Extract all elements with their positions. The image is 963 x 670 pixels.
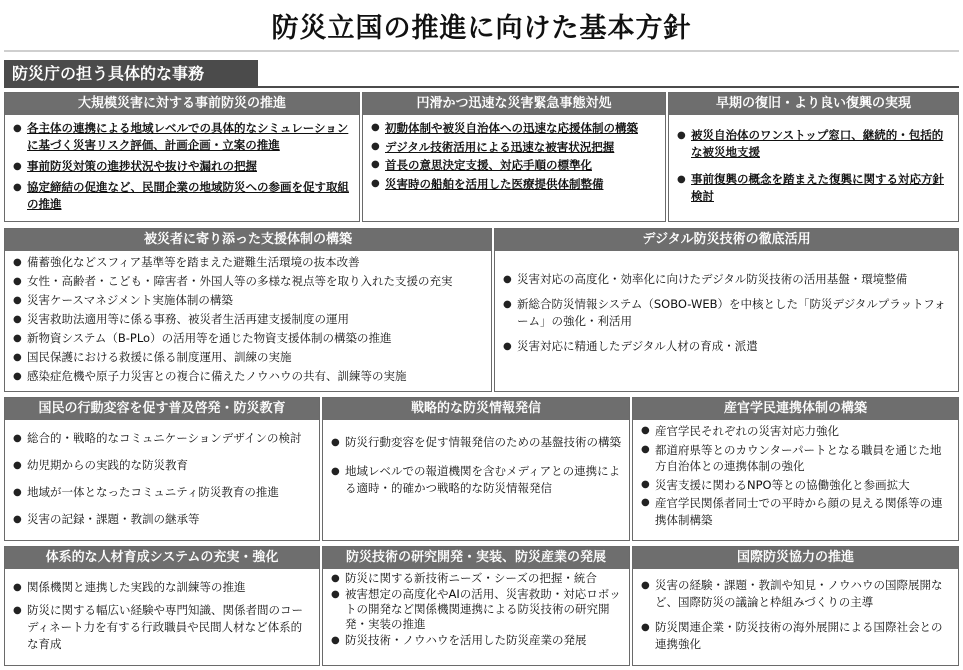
box-body — [5, 420, 319, 528]
item-list — [677, 127, 952, 205]
box-body — [5, 569, 319, 653]
item-list — [13, 430, 313, 528]
title-divider — [4, 50, 959, 52]
list-item: ● 災害の記録・課題・教訓の継承等 — [13, 511, 313, 528]
section-divider — [258, 86, 959, 88]
list-item: ● 地域が一体となったコミュニティ防災教育の推進 — [13, 484, 313, 501]
item-list — [503, 271, 952, 355]
box-survivor-support — [4, 228, 492, 392]
box-heading: 円滑かつ迅速な災害緊急事態対処 — [363, 93, 665, 115]
box-heading: 国民の行動変容を促す普及啓発・防災教育 — [5, 398, 319, 420]
box-heading: 戦略的な防災情報発信 — [323, 398, 629, 420]
box-heading: 大規模災害に対する事前防災の推進 — [5, 93, 359, 115]
item-list — [13, 120, 353, 213]
box-human-resources — [4, 546, 320, 666]
box-body — [669, 115, 958, 205]
list-item: ● 初動体制や被災自治体への迅速な応援体制の構築 — [371, 120, 659, 137]
box-body — [323, 569, 629, 648]
list-item: ● 感染症危機や原子力災害との複合に備えたノウハウの共有、訓練等の実施 — [13, 368, 485, 385]
list-item: ● 防災技術・ノウハウを活用した防災産業の発展 — [331, 633, 623, 648]
box-partnership — [632, 397, 959, 541]
box-heading: 体系的な人材育成システムの充実・強化 — [5, 547, 319, 569]
item-list — [331, 571, 623, 648]
box-body — [5, 115, 359, 213]
list-item: ● 災害対応に精通したデジタル人材の育成・派遣 — [503, 338, 952, 355]
list-item: ● 災害の経験・課題・教訓や知見・ノウハウの国際展開など、国際防災の議論と枠組みづくりの主導 — [641, 577, 952, 611]
box-research-development — [322, 546, 630, 666]
box-body — [5, 251, 491, 385]
item-list — [641, 577, 952, 653]
box-body — [633, 569, 958, 653]
item-list — [641, 423, 952, 528]
box-heading: 産官学民連携体制の構築 — [633, 398, 958, 420]
list-item: ● 備蓄強化などスフィア基準等を踏まえた避難生活環境の抜本改善 — [13, 254, 485, 271]
box-body — [495, 251, 958, 355]
list-item: ● 関係機関と連携した実践的な訓練等の推進 — [13, 579, 313, 596]
item-list — [371, 120, 659, 192]
box-body — [323, 420, 629, 497]
box-public-education — [4, 397, 320, 541]
box-heading: 防災技術の研究開発・実装、防災産業の発展 — [323, 547, 629, 569]
box-digital-tech — [494, 228, 959, 392]
box-heading: 被災者に寄り添った支援体制の構築 — [5, 229, 491, 251]
box-body — [363, 115, 665, 192]
box-heading: 早期の復旧・より良い復興の実現 — [669, 93, 958, 115]
list-item: ● 首長の意思決定支援、対応手順の標準化 — [371, 157, 659, 174]
list-item: ● 災害救助法適用等に係る事務、被災者生活再建支援制度の運用 — [13, 311, 485, 328]
list-item: ● 災害ケースマネジメント実施体制の構築 — [13, 292, 485, 309]
box-emergency-response — [362, 92, 666, 222]
item-list — [331, 434, 623, 497]
section-heading: 防災庁の担う具体的な事務 — [4, 60, 258, 88]
list-item: ● 防災に関する幅広い経験や専門知識、関係者間のコーディネート力を有する行政職員や民間人材など体系的な育成 — [13, 602, 313, 653]
box-pre-disaster — [4, 92, 360, 222]
list-item: ● 災害対応の高度化・効率化に向けたデジタル防災技術の活用基盤・環境整備 — [503, 271, 952, 288]
list-item: ● 防災に関する新技術ニーズ・シーズの把握・統合 — [331, 571, 623, 586]
list-item: ● 事前防災対策の進捗状況や抜けや漏れの把握 — [13, 158, 353, 175]
list-item: ● 協定締結の促進など、民間企業の地域防災への参画を促す取組の推進 — [13, 179, 353, 213]
list-item: ● 国民保護における救援に係る制度運用、訓練の実施 — [13, 349, 485, 366]
box-international — [632, 546, 959, 666]
list-item: ● 幼児期からの実践的な防災教育 — [13, 457, 313, 474]
list-item: ● 産官学民関係者同士での平時から顔の見える関係等の連携体制構築 — [641, 495, 952, 528]
list-item: ● 被害想定の高度化やAIの活用、災害救助・対応ロボットの開発など関係機関連携による防災技術の研究開発・実装の推進 — [331, 587, 623, 632]
list-item: ● 地域レベルでの報道機関を含むメディアとの連携による適時・的確かつ戦略的な防災情報発信 — [331, 463, 623, 497]
list-item: ● 産官学民それぞれの災害対応力強化 — [641, 423, 952, 440]
list-item: ● 総合的・戦略的なコミュニケーションデザインの検討 — [13, 430, 313, 447]
box-heading: デジタル防災技術の徹底活用 — [495, 229, 958, 251]
item-list — [13, 579, 313, 653]
list-item: ● 新物資システム（B-PLo）の活用等を通じた物資支援体制の構築の推進 — [13, 330, 485, 347]
item-list — [13, 254, 485, 385]
box-recovery — [668, 92, 959, 222]
list-item: ● 都道府県等とのカウンターパートとなる職員を通じた地方自治体との連携体制の強化 — [641, 442, 952, 475]
list-item: ● 防災行動変容を促す情報発信のための基盤技術の構築 — [331, 434, 623, 451]
box-info-dissemination — [322, 397, 630, 541]
list-item: ● 新総合防災情報システム（SOBO-WEB）を中核とした「防災デジタルプラットフォーム」の強化・利活用 — [503, 296, 952, 330]
box-body — [633, 420, 958, 528]
list-item: ● 女性・高齢者・こども・障害者・外国人等の多様な視点等を取り入れた支援の充実 — [13, 273, 485, 290]
list-item: ● 災害時の船舶を活用した医療提供体制整備 — [371, 176, 659, 193]
box-heading: 国際防災協力の推進 — [633, 547, 958, 569]
list-item: ● 被災自治体のワンストップ窓口、継続的・包括的な被災地支援 — [677, 127, 952, 161]
list-item: ● 災害支援に関わるNPO等との協働強化と参画拡大 — [641, 477, 952, 494]
list-item: ● 事前復興の概念を踏まえた復興に関する対応方針検討 — [677, 171, 952, 205]
list-item: ● 防災関連企業・防災技術の海外展開による国際社会との連携強化 — [641, 619, 952, 653]
page-title: 防災立国の推進に向けた基本方針 — [271, 13, 692, 44]
list-item: ● 各主体の連携による地域レベルでの具体的なシミュレーションに基づく災害リスク評価、計画企画・立案の推進 — [13, 120, 353, 154]
list-item: ● デジタル技術活用による迅速な被害状況把握 — [371, 139, 659, 156]
